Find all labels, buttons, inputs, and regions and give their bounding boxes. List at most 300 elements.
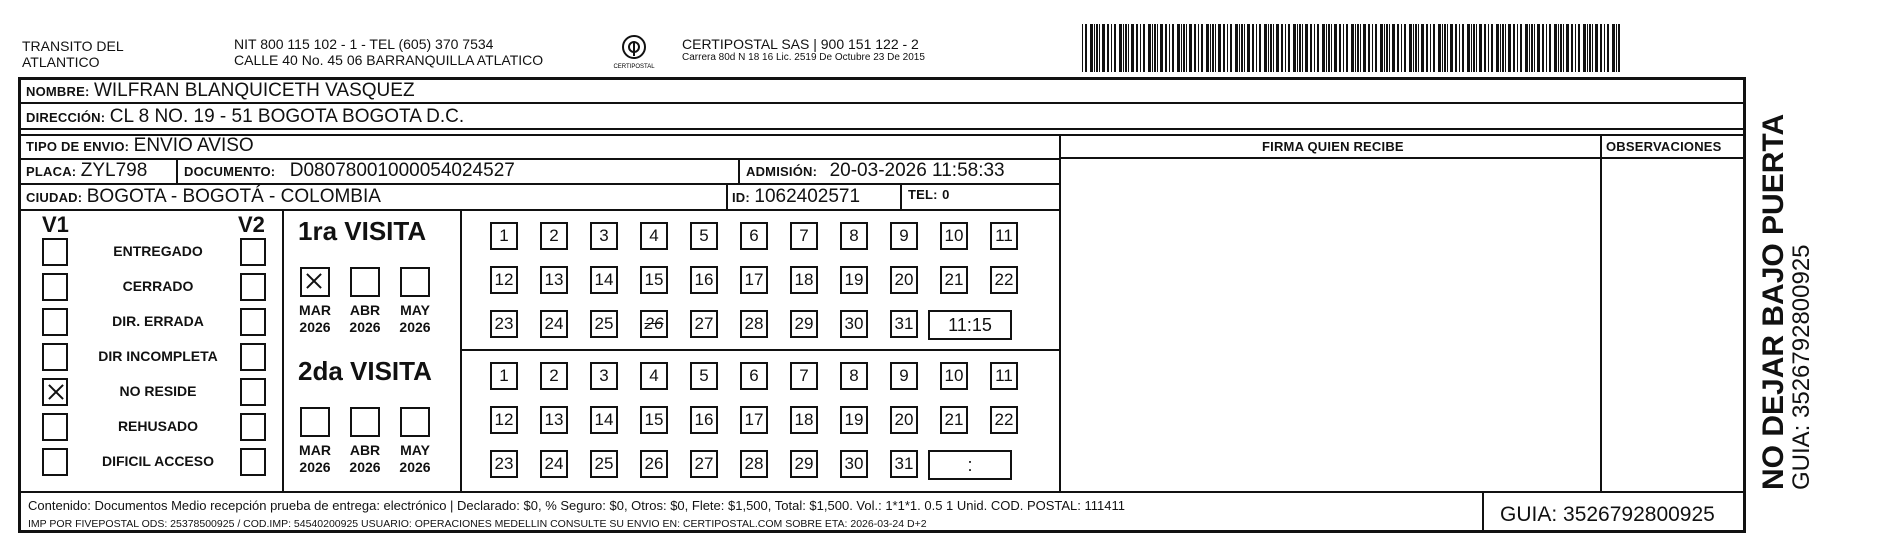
direccion-label: DIRECCIÓN: (26, 110, 106, 125)
barcode-bar (1256, 24, 1257, 72)
barcode-bar (1357, 24, 1359, 72)
barcode-bar (1201, 24, 1203, 72)
barcode-bar (1426, 24, 1428, 72)
status-v2-checkbox[interactable] (240, 273, 266, 301)
status-label: CERRADO (122, 278, 194, 294)
barcode-bar (1288, 24, 1290, 72)
day-box[interactable]: 31 (890, 310, 918, 338)
nombre-value: WILFRAN BLANQUICETH VASQUEZ (93, 80, 415, 101)
admision-value: 20-03-2026 11:58:33 (829, 160, 1005, 181)
day-box[interactable]: 29 (790, 310, 818, 338)
barcode-bar (1560, 24, 1562, 72)
side-warning-text: NO DEJAR BAJO PUERTA (1757, 113, 1790, 490)
barcode-bar (1215, 24, 1216, 72)
day-box[interactable]: 6 (740, 222, 768, 250)
barcode-bar (1583, 24, 1586, 72)
status-v1-checkbox[interactable] (42, 378, 68, 406)
admision-label: ADMISIÓN: (746, 164, 818, 179)
barcode-bar (1375, 24, 1377, 72)
barcode-bar (1421, 24, 1424, 72)
month-checkbox[interactable] (400, 267, 430, 297)
org-name (22, 38, 124, 70)
month-label (390, 302, 440, 336)
barcode-bar (1339, 24, 1341, 72)
barcode-bar (1476, 24, 1477, 72)
month-name: MAY (400, 302, 430, 318)
day-box[interactable]: 20 (890, 406, 918, 434)
month-checkbox[interactable] (400, 407, 430, 437)
month-checkbox[interactable] (300, 407, 330, 437)
org-line1: TRANSITO DEL (22, 38, 124, 54)
admision-row (746, 160, 1005, 182)
day-box[interactable]: 16 (690, 406, 718, 434)
delivery-form (18, 77, 1746, 533)
day-box[interactable]: 12 (490, 266, 518, 294)
barcode-bar (1612, 24, 1615, 72)
barcode-bar (1328, 24, 1330, 72)
barcode-bar (1230, 24, 1232, 72)
barcode-bar (1589, 24, 1591, 72)
month-checkbox[interactable] (350, 267, 380, 297)
barcode-bar (1384, 24, 1385, 72)
barcode-bar (1189, 24, 1192, 72)
placa-label: PLACA: (26, 164, 77, 179)
barcode-bar (1297, 24, 1298, 72)
barcode-bar (1386, 24, 1388, 72)
barcode-bar (1169, 24, 1170, 72)
barcode-bar (1310, 24, 1312, 72)
barcode-bar (1247, 24, 1250, 72)
status-label: NO RESIDE (119, 383, 197, 399)
barcode-bar (1314, 24, 1315, 72)
day-box[interactable]: 25 (590, 310, 618, 338)
barcode-bar (1111, 24, 1112, 72)
barcode-bar (1444, 24, 1446, 72)
barcode-bar (1235, 24, 1238, 72)
month-checkbox[interactable] (300, 267, 330, 297)
barcode-bar (1525, 24, 1528, 72)
barcode-bar (1157, 24, 1158, 72)
day-box[interactable]: 15 (640, 406, 668, 434)
status-v2-checkbox[interactable] (240, 448, 266, 476)
barcode-bar (1252, 24, 1254, 72)
v2-label: V2 (238, 212, 265, 237)
visit-title: 2da VISITA (298, 356, 432, 386)
barcode-bar (1397, 24, 1399, 72)
barcode-bar (1206, 24, 1209, 72)
barcode-bar (1513, 24, 1515, 72)
status-v1-checkbox[interactable] (42, 238, 68, 266)
ciudad-label: CIUDAD: (26, 190, 83, 205)
barcode-bar (1473, 24, 1475, 72)
day-box[interactable]: 28 (740, 450, 768, 478)
day-box[interactable]: 25 (590, 450, 618, 478)
side-guia-text: GUIA: 3526792800925 (1788, 244, 1815, 490)
status-label: ENTREGADO (113, 243, 203, 259)
barcode-bar (1549, 24, 1551, 72)
barcode-bar (1285, 24, 1286, 72)
barcode-bar (1152, 24, 1153, 72)
day-box[interactable]: 20 (890, 266, 918, 294)
barcode-bar (1259, 24, 1261, 72)
status-v1-checkbox[interactable] (42, 448, 68, 476)
status-label: DIFICIL ACCESO (101, 453, 214, 469)
day-box[interactable]: 18 (790, 266, 818, 294)
barcode-bar (1471, 24, 1472, 72)
day-box[interactable]: 10 (940, 222, 968, 250)
month-label (340, 442, 390, 476)
barcode-bar (1592, 24, 1593, 72)
day-box[interactable]: 28 (740, 310, 768, 338)
id-row (732, 186, 860, 208)
barcode-bar (1194, 24, 1196, 72)
status-v2-checkbox[interactable] (240, 343, 266, 371)
barcode-bar (1502, 24, 1504, 72)
barcode-bar (1172, 24, 1174, 72)
barcode-bar (1085, 24, 1087, 72)
visit-title: 1ra VISITA (298, 216, 427, 246)
nombre-label: NOMBRE: (26, 84, 90, 99)
barcode-bar (1177, 24, 1180, 72)
day-box[interactable]: 23 (490, 310, 518, 338)
barcode-bar (1140, 24, 1141, 72)
barcode-bar (1618, 24, 1620, 72)
day-box[interactable]: 2 (540, 362, 568, 390)
barcode-bar (1326, 24, 1327, 72)
day-box[interactable]: 31 (890, 450, 918, 478)
barcode-bar (1616, 24, 1617, 72)
barcode-bar (1488, 24, 1489, 72)
day-box[interactable]: 19 (840, 266, 868, 294)
tipo-envio-value: ENVIO AVISO (133, 135, 254, 156)
barcode-bar (1566, 24, 1569, 72)
month-name: ABR (349, 442, 381, 458)
barcode-bar (1430, 24, 1431, 72)
nombre-row (26, 80, 415, 102)
day-box[interactable]: 27 (690, 450, 718, 478)
barcode-bar (1264, 24, 1267, 72)
barcode-bar (1409, 24, 1412, 72)
barcode-bar (1496, 24, 1499, 72)
barcode-bar (1462, 24, 1464, 72)
barcode-bar (1500, 24, 1501, 72)
documento-row (184, 160, 515, 182)
barcode-bar (1322, 24, 1325, 72)
day-box[interactable]: 9 (890, 222, 918, 250)
logo-caption: CERTIPOSTAL (613, 64, 655, 70)
address-line: CALLE 40 No. 45 06 BARRANQUILLA ATLATICO (234, 52, 544, 68)
company-info (682, 36, 925, 64)
barcode-bar (1575, 24, 1576, 72)
day-box[interactable]: 2 (540, 222, 568, 250)
barcode-bar (1119, 24, 1122, 72)
day-box[interactable]: 27 (690, 310, 718, 338)
day-box[interactable]: 8 (840, 222, 868, 250)
visit-time-field[interactable]: : (928, 450, 1012, 480)
day-box[interactable]: 3 (590, 362, 618, 390)
barcode-bar (1281, 24, 1283, 72)
barcode-bar (1450, 24, 1453, 72)
company-line: CERTIPOSTAL SAS | 900 151 122 - 2 (682, 36, 919, 52)
day-box[interactable]: 8 (840, 362, 868, 390)
direccion-row (26, 106, 464, 128)
barcode-bar (1447, 24, 1448, 72)
barcode-bar (1368, 24, 1370, 72)
placa-value: ZYL798 (80, 160, 148, 181)
v1-label: V1 (42, 212, 69, 237)
certipostal-logo-icon (606, 34, 662, 72)
month-year: 2026 (349, 319, 381, 335)
barcode-bar (1096, 24, 1098, 72)
barcode-bar (1276, 24, 1279, 72)
day-box[interactable]: 1 (490, 222, 518, 250)
day-box[interactable]: 30 (840, 310, 868, 338)
barcode-bar (1198, 24, 1199, 72)
barcode-bar (1484, 24, 1486, 72)
company-sub: Carrera 80d N 18 16 Lic. 2519 De Octubre 23 De 2015 (682, 52, 925, 63)
barcode-bar (1595, 24, 1598, 72)
day-box[interactable]: 21 (940, 406, 968, 434)
barcode-bar (1600, 24, 1602, 72)
org-line2: ATLANTICO (22, 54, 100, 70)
barcode-bar (1529, 24, 1530, 72)
status-v2-checkbox[interactable] (240, 238, 266, 266)
month-year: 2026 (299, 319, 331, 335)
day-box[interactable]: 21 (940, 266, 968, 294)
barcode-bar (1531, 24, 1533, 72)
barcode-bar (1331, 24, 1332, 72)
barcode-bar (1299, 24, 1301, 72)
day-box[interactable]: 19 (840, 406, 868, 434)
barcode-bar (1227, 24, 1228, 72)
barcode-bar (1442, 24, 1443, 72)
day-box[interactable]: 5 (690, 362, 718, 390)
barcode-bar (1554, 24, 1557, 72)
month-name: MAY (400, 442, 430, 458)
barcode-bar (1517, 24, 1518, 72)
barcode-bar (1241, 24, 1243, 72)
month-name: MAR (299, 442, 331, 458)
status-label: REHUSADO (117, 418, 199, 434)
barcode-bar (1389, 24, 1390, 72)
barcode-bar (1114, 24, 1116, 72)
barcode-bar (1459, 24, 1460, 72)
day-box[interactable]: 22 (990, 266, 1018, 294)
barcode-bar (1082, 24, 1083, 72)
barcode-bar (1131, 24, 1134, 72)
month-label (390, 442, 440, 476)
barcode-bar (1505, 24, 1506, 72)
barcode-bar (1102, 24, 1105, 72)
documento-value: D08078001000054024527 (289, 160, 515, 181)
barcode-bar (1136, 24, 1138, 72)
barcode-bar (1343, 24, 1344, 72)
barcode-bar (1123, 24, 1124, 72)
barcode-bar (1183, 24, 1185, 72)
status-v1-checkbox[interactable] (42, 413, 68, 441)
barcode-bar (1360, 24, 1361, 72)
barcode-bar (1351, 24, 1354, 72)
day-box[interactable]: 18 (790, 406, 818, 434)
barcode-bar (1160, 24, 1163, 72)
barcode-bar (1413, 24, 1414, 72)
barcode-bar (1537, 24, 1540, 72)
barcode-bar (1218, 24, 1221, 72)
barcode-bar (1355, 24, 1356, 72)
day-box[interactable]: 4 (640, 222, 668, 250)
status-v2-checkbox[interactable] (240, 308, 266, 336)
tel-label: TEL: (908, 187, 938, 202)
day-box[interactable]: 22 (990, 406, 1018, 434)
barcode-bar (1433, 24, 1435, 72)
barcode-bar (1270, 24, 1272, 72)
barcode-bar (1534, 24, 1535, 72)
ciudad-value: BOGOTA - BOGOTÁ - COLOMBIA (86, 186, 381, 207)
tipo-envio-row (26, 135, 254, 157)
id-label: ID: (732, 190, 750, 205)
day-box[interactable]: 7 (790, 362, 818, 390)
day-box[interactable]: 26 (640, 310, 668, 338)
day-box[interactable]: 17 (740, 406, 768, 434)
barcode-bar (1571, 24, 1573, 72)
barcode-bar (1154, 24, 1156, 72)
day-box[interactable]: 4 (640, 362, 668, 390)
day-box[interactable]: 9 (890, 362, 918, 390)
barcode-bar (1479, 24, 1482, 72)
nit-line: NIT 800 115 102 - 1 - TEL (605) 370 7534 (234, 36, 494, 52)
barcode-bar (1305, 24, 1308, 72)
barcode-bar (1604, 24, 1605, 72)
month-year: 2026 (349, 459, 381, 475)
barcode-bar (1293, 24, 1296, 72)
month-name: ABR (349, 302, 381, 318)
barcode-bar (1212, 24, 1214, 72)
visit-time-field[interactable]: 11:15 (928, 310, 1012, 340)
barcode-bar (1099, 24, 1100, 72)
barcode-bar (1404, 24, 1406, 72)
day-box[interactable]: 11 (990, 362, 1018, 390)
barcode-bar (1542, 24, 1544, 72)
month-year: 2026 (299, 459, 331, 475)
barcode-bar (1346, 24, 1348, 72)
month-label (290, 442, 340, 476)
day-box[interactable]: 10 (940, 362, 968, 390)
month-name: MAR (299, 302, 331, 318)
barcode-bar (1520, 24, 1522, 72)
status-v2-checkbox[interactable] (240, 413, 266, 441)
barcode-bar (1143, 24, 1145, 72)
day-box[interactable]: 24 (540, 310, 568, 338)
barcode-bar (1268, 24, 1269, 72)
day-box[interactable]: 24 (540, 450, 568, 478)
side-warning (1758, 114, 1814, 490)
barcode-bar (1223, 24, 1225, 72)
observaciones-header (1606, 138, 1722, 156)
barcode-bar (1239, 24, 1240, 72)
day-box[interactable]: 16 (690, 266, 718, 294)
tipo-envio-label: TIPO DE ENVIO: (26, 139, 130, 154)
barcode-bar (1415, 24, 1417, 72)
day-box[interactable]: 13 (540, 406, 568, 434)
barcode-bar (1125, 24, 1127, 72)
status-v1-checkbox[interactable] (42, 343, 68, 371)
id-value: 1062402571 (754, 186, 861, 207)
day-box[interactable]: 5 (690, 222, 718, 250)
day-box[interactable]: 14 (590, 266, 618, 294)
day-box[interactable]: 1 (490, 362, 518, 390)
footer-guia: GUIA: 3526792800925 (1500, 503, 1715, 526)
barcode-bar (1607, 24, 1609, 72)
day-box[interactable]: 26 (640, 450, 668, 478)
barcode-bar (1546, 24, 1547, 72)
day-box[interactable]: 23 (490, 450, 518, 478)
barcode-bar (1273, 24, 1274, 72)
status-v1-checkbox[interactable] (42, 308, 68, 336)
day-box[interactable]: 3 (590, 222, 618, 250)
barcode-bar (1455, 24, 1457, 72)
month-label (340, 302, 390, 336)
month-year: 2026 (399, 319, 431, 335)
day-box[interactable]: 30 (840, 450, 868, 478)
barcode (1082, 24, 1620, 72)
barcode-bar (1210, 24, 1211, 72)
footer-imp-line: IMP POR FIVEPOSTAL ODS: 25378500925 / COD.IMP: 54540200925 USUARIO: OPERACIONES MEDELLIN CONSULTE SU ENVIO EN: CERTIPOSTAL.COM SOBRE ETA: 2026-03-24 D+2 (28, 518, 927, 530)
day-box[interactable]: 12 (490, 406, 518, 434)
barcode-bar (1392, 24, 1395, 72)
barcode-bar (1508, 24, 1511, 72)
org-contact (234, 36, 543, 68)
day-box[interactable]: 14 (590, 406, 618, 434)
direccion-value: CL 8 NO. 19 - 51 BOGOTA BOGOTA D.C. (109, 106, 465, 127)
firma-header (1262, 138, 1404, 156)
firma-header-text: FIRMA QUIEN RECIBE (1262, 139, 1404, 154)
observaciones-header-text: OBSERVACIONES (1606, 139, 1722, 154)
barcode-bar (1587, 24, 1588, 72)
barcode-bar (1578, 24, 1580, 72)
barcode-bar (1438, 24, 1441, 72)
day-box[interactable]: 6 (740, 362, 768, 390)
barcode-bar (1317, 24, 1319, 72)
barcode-bar (1563, 24, 1564, 72)
barcode-bar (1090, 24, 1093, 72)
barcode-bar (1418, 24, 1419, 72)
barcode-bar (1334, 24, 1337, 72)
day-box[interactable]: 11 (990, 222, 1018, 250)
placa-row (26, 160, 147, 182)
barcode-bar (1401, 24, 1402, 72)
month-checkbox[interactable] (350, 407, 380, 437)
barcode-bar (1128, 24, 1129, 72)
barcode-bar (1363, 24, 1366, 72)
day-box[interactable]: 15 (640, 266, 668, 294)
footer-content-line: Contenido: Documentos Medio recepción prueba de entrega: electrónico | Declarado: $0, % Seguro: $0, Otros: $0, Flete: $1,500, Total: $1,500. Vol.: 1*1*1. 0.5 1 Unid. COD. POSTAL: 111411 (28, 498, 1125, 513)
status-label: DIR. ERRADA (112, 313, 204, 329)
barcode-bar (1467, 24, 1470, 72)
day-box[interactable]: 13 (540, 266, 568, 294)
status-v1-checkbox[interactable] (42, 273, 68, 301)
barcode-bar (1181, 24, 1182, 72)
day-box[interactable]: 17 (740, 266, 768, 294)
day-box[interactable]: 29 (790, 450, 818, 478)
barcode-bar (1165, 24, 1167, 72)
barcode-bar (1244, 24, 1245, 72)
barcode-bar (1372, 24, 1373, 72)
status-label: DIR INCOMPLETA (98, 348, 218, 364)
status-v2-checkbox[interactable] (240, 378, 266, 406)
barcode-bar (1558, 24, 1559, 72)
barcode-bar (1302, 24, 1303, 72)
day-box[interactable]: 7 (790, 222, 818, 250)
